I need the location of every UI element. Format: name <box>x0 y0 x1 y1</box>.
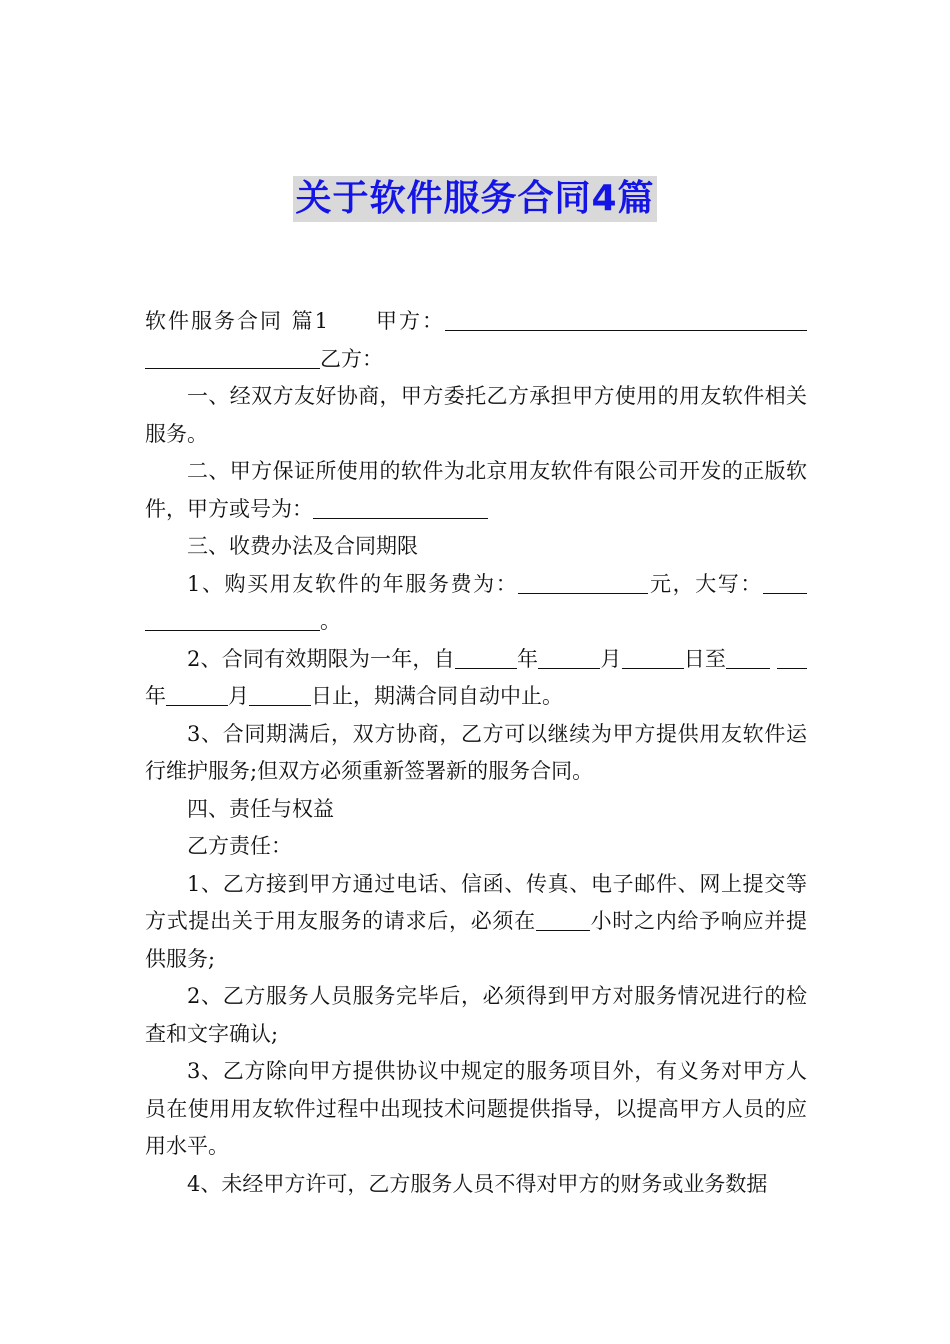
start-day-blank <box>622 646 684 669</box>
month-label-2: 月 <box>228 684 249 708</box>
contract-heading: 软件服务合同 篇1 <box>145 309 329 333</box>
duty-1-text: 1、乙方接到甲方通过电话、信函、传真、电子邮件、网上提交等方式提出关于用友服务的请求后，必须在 <box>145 871 807 933</box>
fee-capital-blank <box>763 571 807 594</box>
end-year-blank <box>726 646 770 669</box>
party-b-duties-heading: 乙方责任： <box>187 834 292 858</box>
clause-1: 一、经双方友好协商，甲方委托乙方承担甲方使用的用友软件相关服务。 <box>145 384 807 446</box>
month-label: 月 <box>600 646 622 671</box>
clause-renewal: 3、合同期满后，双方协商，乙方可以继续为甲方提供用友软件运行维护服务;但双方必须重新签署新的服务合同。 <box>145 721 807 783</box>
end-month-blank <box>166 683 228 706</box>
fee-text: 1、购买用友软件的年服务费为： <box>187 571 519 596</box>
party-a-blank <box>445 308 807 331</box>
clause-fee <box>145 566 807 641</box>
clause-3-heading: 三、收费办法及合同期限 <box>187 534 418 558</box>
start-year-blank <box>455 646 517 669</box>
registration-number-blank <box>313 496 488 519</box>
fee-amount-blank <box>518 571 648 594</box>
party-b-label: 乙方： <box>320 346 383 371</box>
party-a-label: 甲方： <box>374 309 445 333</box>
period-text: 2、合同有效期限为一年，自 <box>187 646 455 671</box>
title-container <box>0 176 950 222</box>
response-hours-blank <box>536 908 590 931</box>
duty-1-end: 小时之内给予响应并提供服务; <box>145 909 808 971</box>
clause-2-text: 二、甲方保证所使用的软件为北京用友软件有限公司开发的正版软件，甲方或号为： <box>145 459 807 521</box>
party-a-blank-cont <box>145 346 320 369</box>
day-to-label: 日至 <box>683 646 727 671</box>
fee-capital-blank-cont <box>145 608 320 631</box>
year-label-2: 年 <box>145 684 166 708</box>
document-body <box>145 303 807 1203</box>
end-day-blank <box>249 683 311 706</box>
fee-capital-label: 元，大写： <box>648 571 763 596</box>
year-label: 年 <box>516 646 539 671</box>
paragraph-party-a <box>145 303 807 378</box>
duty-1 <box>145 866 807 979</box>
document-title: 关于软件服务合同4篇 <box>293 176 656 222</box>
duty-2: 2、乙方服务人员服务完毕后，必须得到甲方对服务情况进行的检查和文字确认; <box>145 984 807 1046</box>
clause-period <box>145 641 807 716</box>
end-year-blank-cont <box>777 646 807 669</box>
clause-4-heading: 四、责任与权益 <box>187 796 334 821</box>
clause-2 <box>145 453 807 528</box>
fee-end: 。 <box>320 609 341 633</box>
start-month-blank <box>538 646 600 669</box>
duty-3: 3、乙方除向甲方提供协议中规定的服务项目外，有义务对甲方人员在使用用友软件过程中出现技术问题提供指导，以提高甲方人员的应用水平。 <box>145 1059 807 1158</box>
duty-4: 4、未经甲方许可，乙方服务人员不得对甲方的财务或业务数据 <box>187 1171 768 1196</box>
period-end-text: 日止，期满合同自动中止。 <box>311 684 563 708</box>
